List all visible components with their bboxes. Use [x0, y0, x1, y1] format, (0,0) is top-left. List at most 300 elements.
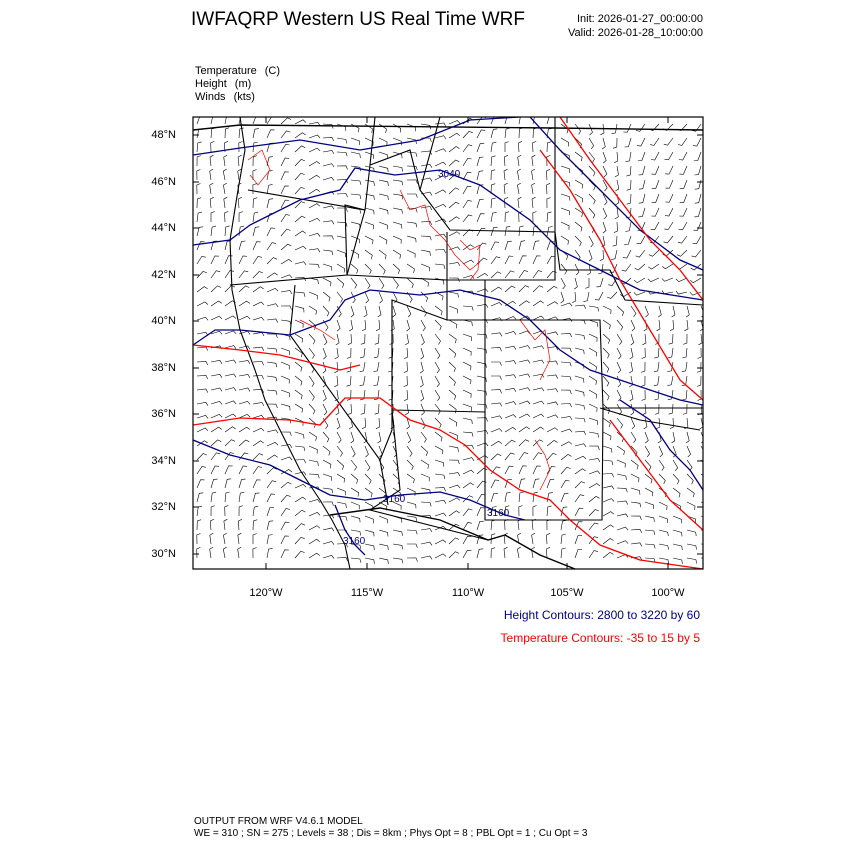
wind-barb — [253, 184, 257, 195]
wind-barb — [281, 445, 292, 449]
wind-barb — [225, 374, 236, 377]
wind-barb — [281, 229, 291, 236]
wind-barb — [547, 480, 554, 488]
wind-barb — [463, 418, 472, 424]
wind-barb — [701, 460, 707, 470]
wind-barb — [561, 236, 569, 245]
wind-barb — [197, 415, 208, 418]
wind-barb — [463, 522, 472, 530]
wind-barb — [682, 390, 687, 400]
wind-barb — [197, 534, 201, 545]
wind-barb — [676, 278, 687, 282]
wind-barb — [225, 388, 236, 391]
wind-barb — [365, 222, 374, 229]
wind-barb — [596, 278, 603, 287]
wind-barb — [652, 194, 659, 202]
wind-barb — [491, 142, 496, 152]
wind-barb — [295, 484, 306, 488]
lat-label: 32°N — [151, 501, 176, 513]
wind-barb — [267, 376, 277, 381]
wind-barb — [323, 164, 334, 167]
wind-barb — [589, 471, 600, 474]
wind-barb — [694, 152, 701, 161]
wind-barb — [692, 250, 701, 257]
wind-barb — [546, 169, 550, 180]
wind-barb — [376, 320, 380, 331]
wind-barb — [253, 156, 257, 166]
contour-label-3160: 3160 — [343, 536, 366, 547]
wind-barb — [379, 180, 388, 186]
wind-barb — [463, 215, 472, 222]
wind-barb — [519, 414, 530, 418]
wind-barb — [281, 457, 292, 460]
wind-barb — [561, 390, 571, 394]
wind-barb — [295, 551, 305, 558]
wind-barb — [517, 547, 520, 558]
wind-barb — [197, 184, 201, 195]
wind-barb — [669, 334, 673, 344]
wind-barb — [390, 334, 394, 345]
wind-barb — [323, 555, 334, 558]
lon-label: 105°W — [550, 587, 584, 599]
wind-barb — [449, 348, 456, 358]
wind-barb — [701, 474, 708, 483]
wind-barb — [197, 428, 208, 432]
wind-barb — [650, 138, 659, 145]
wind-barb — [421, 404, 424, 415]
wind-barb — [393, 222, 402, 229]
wind-barb — [623, 124, 631, 132]
wind-barb — [504, 183, 508, 194]
wind-barb — [449, 498, 460, 502]
wind-barb — [641, 376, 645, 386]
wind-barb — [694, 208, 701, 217]
wind-barb — [407, 236, 416, 242]
wind-barb — [547, 520, 551, 531]
wind-barb — [694, 222, 702, 230]
wind-barb — [477, 430, 488, 433]
wind-barb — [603, 512, 614, 516]
wind-barb — [491, 287, 502, 292]
wind-barb — [309, 348, 314, 359]
wind-barb — [295, 362, 302, 371]
wind-barb — [477, 214, 485, 222]
wind-barb — [607, 292, 617, 299]
wind-barb — [267, 362, 277, 367]
wind-barb — [407, 250, 415, 258]
wind-barb — [533, 286, 543, 292]
wind-barb — [238, 155, 242, 166]
wind-barb — [435, 204, 446, 208]
wind-barb — [375, 404, 379, 414]
wind-barb — [477, 549, 483, 558]
wind-barb — [505, 388, 516, 391]
wind-barb — [225, 466, 233, 474]
wind-barb — [351, 180, 361, 185]
wind-barb — [682, 362, 687, 372]
wind-barb — [404, 390, 408, 401]
wind-barb — [603, 222, 606, 233]
wind-barb — [379, 208, 388, 214]
wind-barb — [351, 558, 361, 563]
wind-barb — [505, 453, 515, 460]
wind-barb — [505, 519, 509, 530]
wind-barb — [323, 474, 332, 481]
wind-barb — [533, 346, 544, 349]
wind-barb — [210, 169, 213, 180]
wind-barb — [547, 533, 551, 544]
wind-barb — [651, 222, 659, 230]
wind-barb — [532, 183, 535, 194]
wind-barb — [253, 287, 264, 292]
wind-barb — [699, 334, 703, 345]
wind-barb — [225, 492, 230, 502]
wind-barb — [365, 558, 375, 564]
wind-barb — [435, 474, 445, 479]
wind-barb — [679, 152, 687, 160]
wind-barb — [238, 197, 242, 208]
wind-barb — [519, 115, 525, 125]
wind-barb — [642, 390, 646, 401]
wind-barb — [323, 177, 334, 180]
wind-barb — [197, 302, 208, 306]
wind-barb — [379, 544, 388, 550]
wind-barb — [337, 320, 340, 331]
wind-barb — [652, 180, 659, 188]
wind-barb — [362, 320, 366, 331]
wind-barb — [225, 427, 236, 432]
wind-barb — [210, 547, 213, 558]
wind-barb — [504, 169, 508, 180]
wind-barb — [379, 222, 387, 229]
wind-barb — [518, 519, 522, 530]
wind-barb — [211, 212, 215, 223]
wind-barb — [267, 481, 276, 488]
wind-barb — [435, 390, 440, 401]
wind-barb — [267, 521, 273, 530]
wind-barb — [631, 516, 641, 520]
wind-barb — [673, 488, 680, 497]
wind-barb — [253, 493, 259, 502]
wind-barb — [281, 306, 292, 310]
wind-barb — [337, 488, 345, 495]
wind-barb — [360, 348, 365, 358]
wind-barb — [561, 362, 571, 366]
wind-barb — [477, 289, 488, 292]
wind-barb — [449, 232, 460, 236]
wind-barb — [421, 474, 429, 481]
wind-barb — [477, 199, 484, 208]
wind-barb — [281, 144, 290, 152]
wind-barb — [379, 236, 387, 244]
wind-barb — [351, 530, 361, 536]
wind-barb — [547, 212, 552, 222]
wind-barb — [211, 226, 216, 236]
wind-barb — [575, 348, 584, 354]
wind-barb — [695, 166, 702, 175]
wind-barb — [421, 348, 424, 359]
wind-barb — [477, 157, 484, 166]
wind-barb — [253, 257, 262, 265]
wind-barb — [197, 506, 202, 516]
wind-barb — [639, 194, 645, 203]
wind-barb — [323, 404, 327, 415]
wind-barb — [477, 304, 488, 307]
wind-barb — [547, 332, 558, 335]
wind-barb — [561, 480, 570, 488]
wind-barb — [654, 362, 659, 372]
wind-barb — [670, 320, 674, 331]
wind-barb — [665, 152, 674, 160]
wind-barb — [449, 376, 456, 386]
wind-barb — [379, 264, 385, 274]
wind-barb — [617, 362, 621, 373]
wind-barb — [575, 376, 584, 383]
wind-barb — [267, 130, 275, 138]
wind-barb — [561, 222, 569, 230]
wind-barb — [253, 454, 263, 460]
wind-barb — [463, 158, 472, 166]
wind-barb — [267, 288, 278, 292]
wind-barb — [393, 194, 403, 199]
wind-barb — [323, 334, 327, 345]
wind-barb — [575, 236, 581, 246]
wind-barb — [519, 271, 528, 278]
wind-barb — [617, 390, 621, 401]
wind-barb — [491, 170, 495, 180]
wind-barb — [435, 264, 445, 269]
wind-barb — [491, 520, 496, 530]
wind-barb — [625, 222, 631, 232]
wind-barb — [463, 390, 471, 398]
wind-barb — [351, 460, 357, 471]
wind-barb — [349, 320, 352, 331]
wind-barb — [477, 494, 486, 502]
wind-barb — [505, 142, 509, 152]
wind-barb — [211, 440, 221, 446]
wind-barb — [365, 152, 374, 159]
wind-barb — [678, 138, 687, 145]
wind-barb — [239, 212, 243, 222]
wind-barb — [664, 236, 674, 243]
wind-barb — [281, 290, 292, 293]
wind-barb — [533, 401, 544, 404]
wind-barb — [519, 241, 525, 250]
wind-barb — [435, 136, 446, 139]
wind-barb — [659, 544, 669, 550]
wind-barb — [463, 470, 474, 474]
wind-barb — [309, 539, 320, 544]
wind-barb — [420, 362, 423, 373]
wind-barb — [665, 166, 673, 174]
wind-barb — [197, 287, 208, 292]
wind-barb — [211, 492, 216, 502]
wind-barb — [477, 273, 488, 278]
wind-barb — [365, 250, 372, 259]
wind-barb — [617, 446, 625, 455]
wind-barb — [435, 404, 440, 415]
wind-barb — [337, 502, 346, 508]
wind-barb — [239, 142, 243, 153]
wind-barb — [210, 533, 214, 544]
model-output-line: OUTPUT FROM WRF V4.6.1 MODEL — [194, 816, 363, 827]
wind-barb — [435, 190, 446, 194]
wind-barb — [364, 306, 367, 317]
wind-barb — [532, 519, 536, 530]
wind-barb — [533, 212, 537, 223]
wind-barb — [603, 432, 611, 440]
wind-barb — [361, 334, 365, 344]
wind-barb — [309, 500, 320, 503]
wind-barb — [572, 292, 576, 303]
wind-barb — [505, 466, 513, 474]
wind-barb — [603, 486, 614, 489]
wind-barb — [631, 320, 635, 331]
wind-barb — [393, 278, 398, 289]
wind-barb — [281, 186, 289, 194]
wind-barb — [253, 332, 264, 335]
wind-barb — [505, 271, 514, 278]
wind-barb — [309, 446, 317, 454]
wind-barb — [295, 216, 305, 222]
wind-barb — [631, 460, 638, 469]
wind-barb — [687, 530, 696, 536]
wind-barb — [449, 446, 459, 452]
wind-barb — [197, 347, 208, 351]
wind-barb — [351, 502, 359, 509]
wind-barb — [421, 264, 429, 271]
wind-barb — [662, 278, 673, 281]
wind-barb — [407, 544, 417, 548]
wind-barb — [197, 142, 202, 152]
wind-barb — [379, 516, 387, 523]
wind-barb — [533, 414, 544, 418]
wind-barb — [281, 348, 290, 355]
wind-barb — [295, 246, 306, 250]
wind-barb — [421, 542, 432, 545]
wind-barb — [309, 204, 320, 208]
wind-barb — [449, 292, 459, 298]
wind-barb — [667, 376, 673, 386]
wind-barb — [393, 166, 403, 172]
wind-barb — [595, 292, 603, 300]
wind-barb — [617, 501, 628, 505]
wind-barb — [491, 198, 496, 208]
wind-barb — [637, 236, 645, 244]
wind-barb — [267, 170, 273, 180]
wind-barb — [337, 557, 348, 561]
wind-barb — [379, 292, 383, 303]
wind-barb — [687, 474, 693, 484]
wind-barb — [617, 306, 624, 316]
wind-barb — [435, 418, 441, 428]
wind-barb — [615, 166, 619, 177]
wind-barb — [449, 362, 456, 372]
wind-barb — [546, 183, 550, 194]
wind-barb — [547, 453, 557, 460]
wind-barb — [323, 292, 330, 301]
wind-barb — [589, 152, 595, 163]
wind-barb — [393, 180, 403, 185]
wind-barb — [323, 528, 334, 531]
wind-barb — [378, 432, 381, 443]
wind-barb — [639, 166, 646, 175]
wind-barb — [603, 418, 610, 427]
wind-barb — [435, 432, 442, 441]
wind-barb — [491, 227, 498, 236]
wind-barb — [223, 533, 226, 544]
wind-barb — [435, 488, 446, 492]
wind-barb — [627, 194, 631, 204]
wind-barb — [281, 131, 290, 138]
wind-barb — [253, 212, 258, 222]
wind-barb — [547, 227, 553, 237]
wind-barb — [463, 509, 472, 516]
wind-barb — [281, 550, 289, 558]
wind-barb — [505, 375, 516, 378]
wind-barb — [253, 142, 258, 152]
wind-barb — [589, 496, 600, 502]
wind-barb — [421, 556, 432, 559]
wind-barb — [561, 376, 571, 380]
wind-barb — [636, 250, 645, 257]
wind-barb — [295, 510, 305, 516]
wind-barb — [637, 138, 645, 146]
wind-barb — [379, 124, 387, 133]
wind-barb — [435, 376, 440, 387]
wind-barb — [561, 454, 572, 460]
wind-barb — [211, 466, 219, 474]
wind-barb — [575, 469, 586, 474]
wind-barb — [309, 189, 320, 194]
wind-barb — [638, 152, 645, 161]
wind-barb — [617, 527, 628, 530]
wind-barb — [532, 533, 535, 544]
wind-barb — [631, 474, 639, 482]
wind-barb — [211, 427, 222, 432]
wind-barb — [267, 273, 278, 278]
lon-label: 115°W — [350, 587, 384, 599]
field-unit: (kts) — [233, 91, 255, 103]
wind-barb — [642, 348, 646, 359]
wind-barb — [253, 534, 257, 545]
wind-barb — [253, 129, 259, 138]
wind-barb — [645, 516, 654, 522]
wind-barb — [575, 456, 586, 460]
wind-barb — [686, 306, 689, 317]
wind-barb — [603, 474, 614, 478]
wind-barb — [407, 530, 417, 534]
wind-barb — [309, 218, 320, 222]
wind-barb — [631, 488, 640, 495]
wind-barb — [491, 493, 498, 502]
wind-barb — [407, 474, 414, 483]
wind-barb — [435, 250, 446, 254]
wind-barb — [267, 184, 273, 194]
wind-barb — [533, 492, 538, 502]
wind-barb — [211, 360, 222, 363]
wind-barb — [575, 482, 585, 488]
wind-barb — [683, 334, 687, 344]
wind-barb — [365, 278, 370, 289]
wind-barb — [463, 550, 471, 558]
lat-label: 36°N — [151, 408, 176, 420]
wind-barb — [617, 541, 628, 544]
wind-barb — [365, 236, 373, 244]
wind-barb — [225, 128, 229, 138]
wind-barb — [421, 460, 429, 469]
wind-barb — [379, 278, 384, 289]
